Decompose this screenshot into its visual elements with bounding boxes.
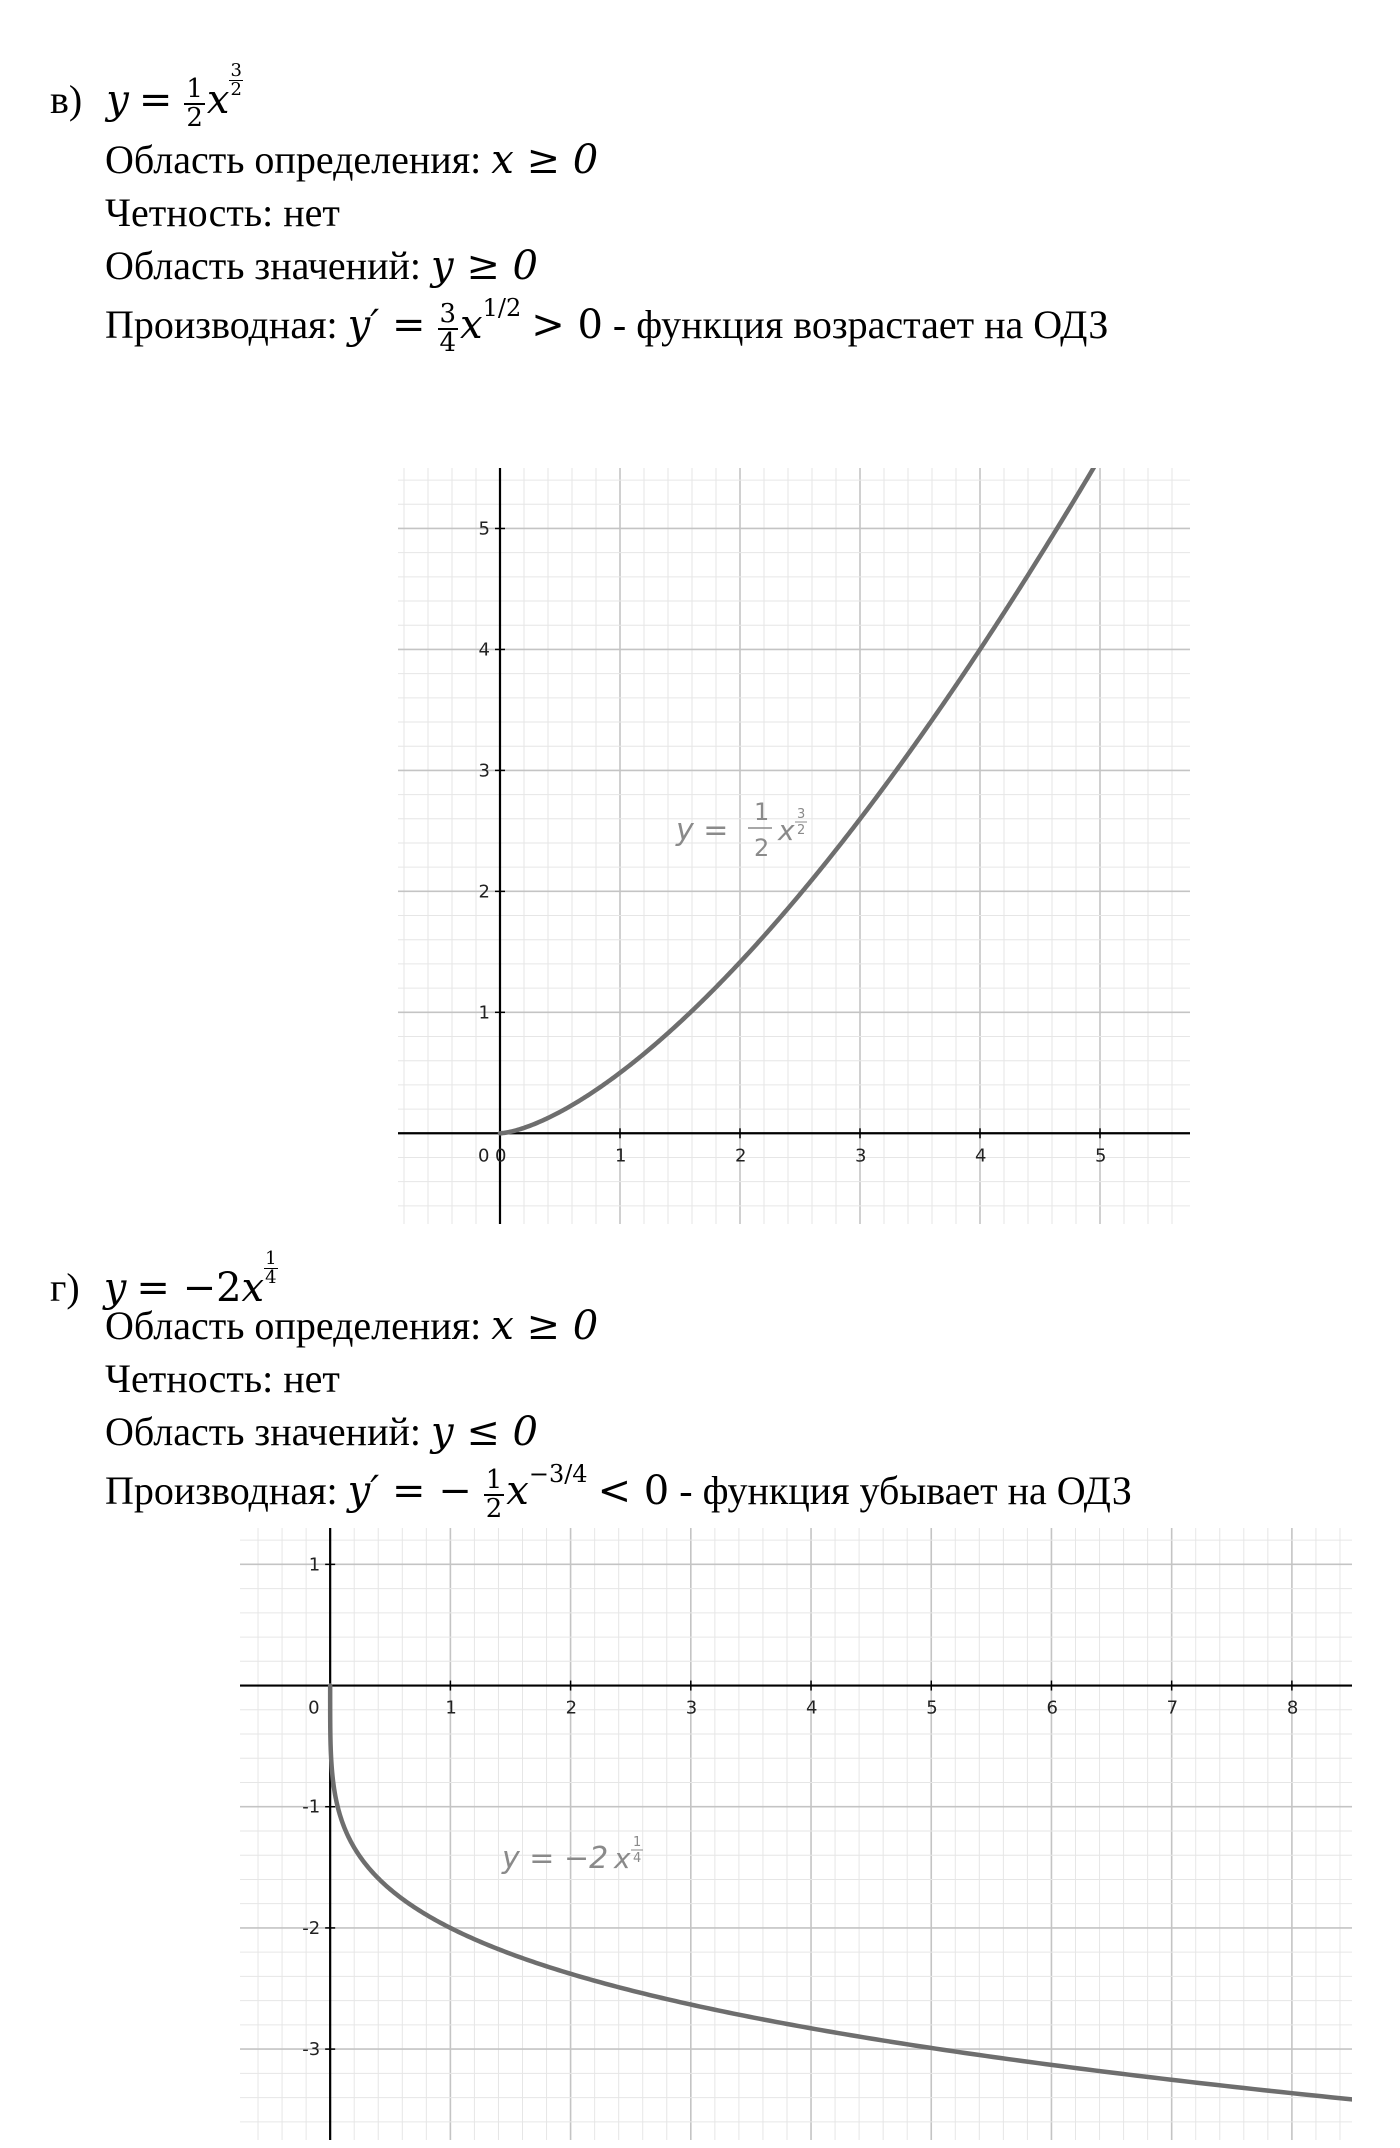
part-g-range — [105, 1409, 538, 1455]
x-tick-label: 7 — [1166, 1697, 1179, 1719]
x-tick-label: 8 — [1286, 1697, 1299, 1719]
y-tick-label: -2 — [302, 1917, 321, 1939]
part-g-exp-den: 4 — [265, 1267, 277, 1288]
part-g-domain — [105, 1303, 599, 1349]
x-tick-label: 4 — [806, 1697, 818, 1719]
curve-label-lhs: y = — [676, 813, 729, 848]
y-tick-label: 3 — [478, 760, 490, 782]
x-tick-label: 3 — [685, 1697, 698, 1719]
part-v-domain-text: Область определения: — [105, 137, 482, 182]
curve-label-exp-num: 1 — [633, 1835, 642, 1850]
x-tick-label: 3 — [855, 1145, 867, 1167]
part-g-deriv-num: 1 — [485, 1464, 503, 1495]
part-g-deriv-rest: < 0 — [597, 1468, 670, 1514]
curve-label — [675, 798, 807, 862]
part-g-lhs: y — [103, 1265, 127, 1311]
part-g-var: x — [241, 1265, 265, 1311]
part-v-coef — [184, 73, 205, 133]
y-tick-label: -1 — [302, 1796, 321, 1818]
chart-power-quarter — [240, 1528, 1352, 2140]
part-v-deriv-var: x — [460, 302, 483, 348]
x-tick-label: 2 — [735, 1145, 747, 1167]
x-tick-label: 5 — [1095, 1145, 1107, 1167]
y-tick-label: 1 — [308, 1554, 321, 1576]
part-v-deriv-text: Производная: — [105, 302, 338, 347]
function-curve — [330, 1686, 1352, 2100]
part-v-deriv-rest: > 0 — [531, 302, 603, 348]
part-g-derivative — [105, 1462, 1132, 1523]
part-g-domain-math: x ≥ 0 — [491, 1303, 599, 1349]
part-v-range-text: Область значений: — [105, 243, 421, 288]
part-v-var: x — [206, 77, 230, 123]
part-g-exponent — [264, 1250, 277, 1287]
x-tick-label: 5 — [926, 1697, 938, 1719]
part-g-range-text: Область значений: — [105, 1409, 421, 1454]
part-v-exp-num: 3 — [230, 60, 242, 81]
part-v-deriv-coef — [438, 298, 459, 358]
part-g-range-math: y ≤ 0 — [431, 1409, 538, 1455]
origin-label: 0 — [478, 1145, 490, 1167]
y-tick-label: 5 — [478, 518, 490, 540]
part-v-range — [105, 243, 538, 289]
part-v-label: в) — [50, 77, 83, 122]
y-tick-label: 2 — [478, 881, 490, 903]
part-g-deriv-coef — [484, 1464, 505, 1524]
part-v-derivative — [105, 296, 1108, 357]
part-g-deriv-var: x — [506, 1468, 529, 1514]
part-v-coef-num: 1 — [186, 73, 203, 104]
x-tick-label: 6 — [1046, 1697, 1058, 1719]
part-v-exp-den: 2 — [230, 79, 242, 100]
curve-label-var: x — [778, 814, 795, 847]
part-v-coef-den: 2 — [186, 102, 203, 133]
part-v-deriv-conclusion: - функция возрастает на ОДЗ — [612, 302, 1109, 347]
curve-label-den: 2 — [754, 834, 770, 862]
part-g-formula — [50, 1248, 278, 1311]
curve-label — [501, 1835, 643, 1876]
curve-label-var: x — [614, 1842, 631, 1875]
x-tick-label: 2 — [565, 1697, 578, 1719]
part-v-deriv-lhs: y′ = — [347, 302, 426, 348]
curve-label-num: 1 — [754, 798, 770, 826]
part-v-deriv-den: 4 — [439, 327, 457, 358]
part-v-domain — [105, 137, 599, 183]
part-g-eq: = −2 — [136, 1265, 242, 1311]
part-v-deriv-num: 3 — [439, 298, 457, 329]
part-v-domain-math: x ≥ 0 — [491, 137, 599, 183]
part-g-deriv-lhs: y′ = − — [347, 1468, 472, 1514]
y-tick-label: 4 — [478, 639, 490, 661]
part-g-label: г) — [50, 1265, 80, 1310]
part-v-eq: = — [138, 77, 173, 123]
x-tick-label: 1 — [445, 1697, 457, 1719]
part-g-deriv-exp: −3/4 — [528, 1460, 588, 1488]
part-g-deriv-conclusion: - функция убывает на ОДЗ — [679, 1468, 1132, 1513]
part-v-parity: Четность: нет — [105, 190, 340, 235]
curve-label-exp-den: 2 — [797, 823, 806, 838]
part-g-domain-text: Область определения: — [105, 1303, 482, 1348]
y-tick-label: -3 — [302, 2039, 321, 2061]
part-v-lhs: y — [106, 77, 129, 123]
part-v-range-math: y ≥ 0 — [431, 243, 538, 289]
x-tick-label: 1 — [615, 1145, 627, 1167]
y-tick-label: 1 — [478, 1002, 490, 1024]
part-g-exp-num: 1 — [265, 1248, 277, 1269]
part-v-deriv-exp: 1/2 — [482, 294, 522, 322]
grid — [240, 1528, 1352, 2140]
origin-label: 0 — [308, 1697, 320, 1719]
x-tick-label: 0 — [495, 1145, 507, 1167]
curve-label-lhs: y = −2 — [502, 1841, 609, 1876]
chart-power-three-halves — [398, 468, 1190, 1224]
curve-label-exp-den: 4 — [633, 1851, 642, 1866]
part-v-exponent — [229, 62, 242, 99]
part-g-parity: Четность: нет — [105, 1356, 340, 1401]
part-g-deriv-den: 2 — [485, 1493, 503, 1524]
function-curve — [500, 468, 1094, 1133]
x-tick-label: 4 — [975, 1145, 987, 1167]
part-g-deriv-text: Производная: — [105, 1468, 338, 1513]
part-v-formula — [50, 62, 243, 132]
curve-label-exp-num: 3 — [797, 807, 806, 822]
